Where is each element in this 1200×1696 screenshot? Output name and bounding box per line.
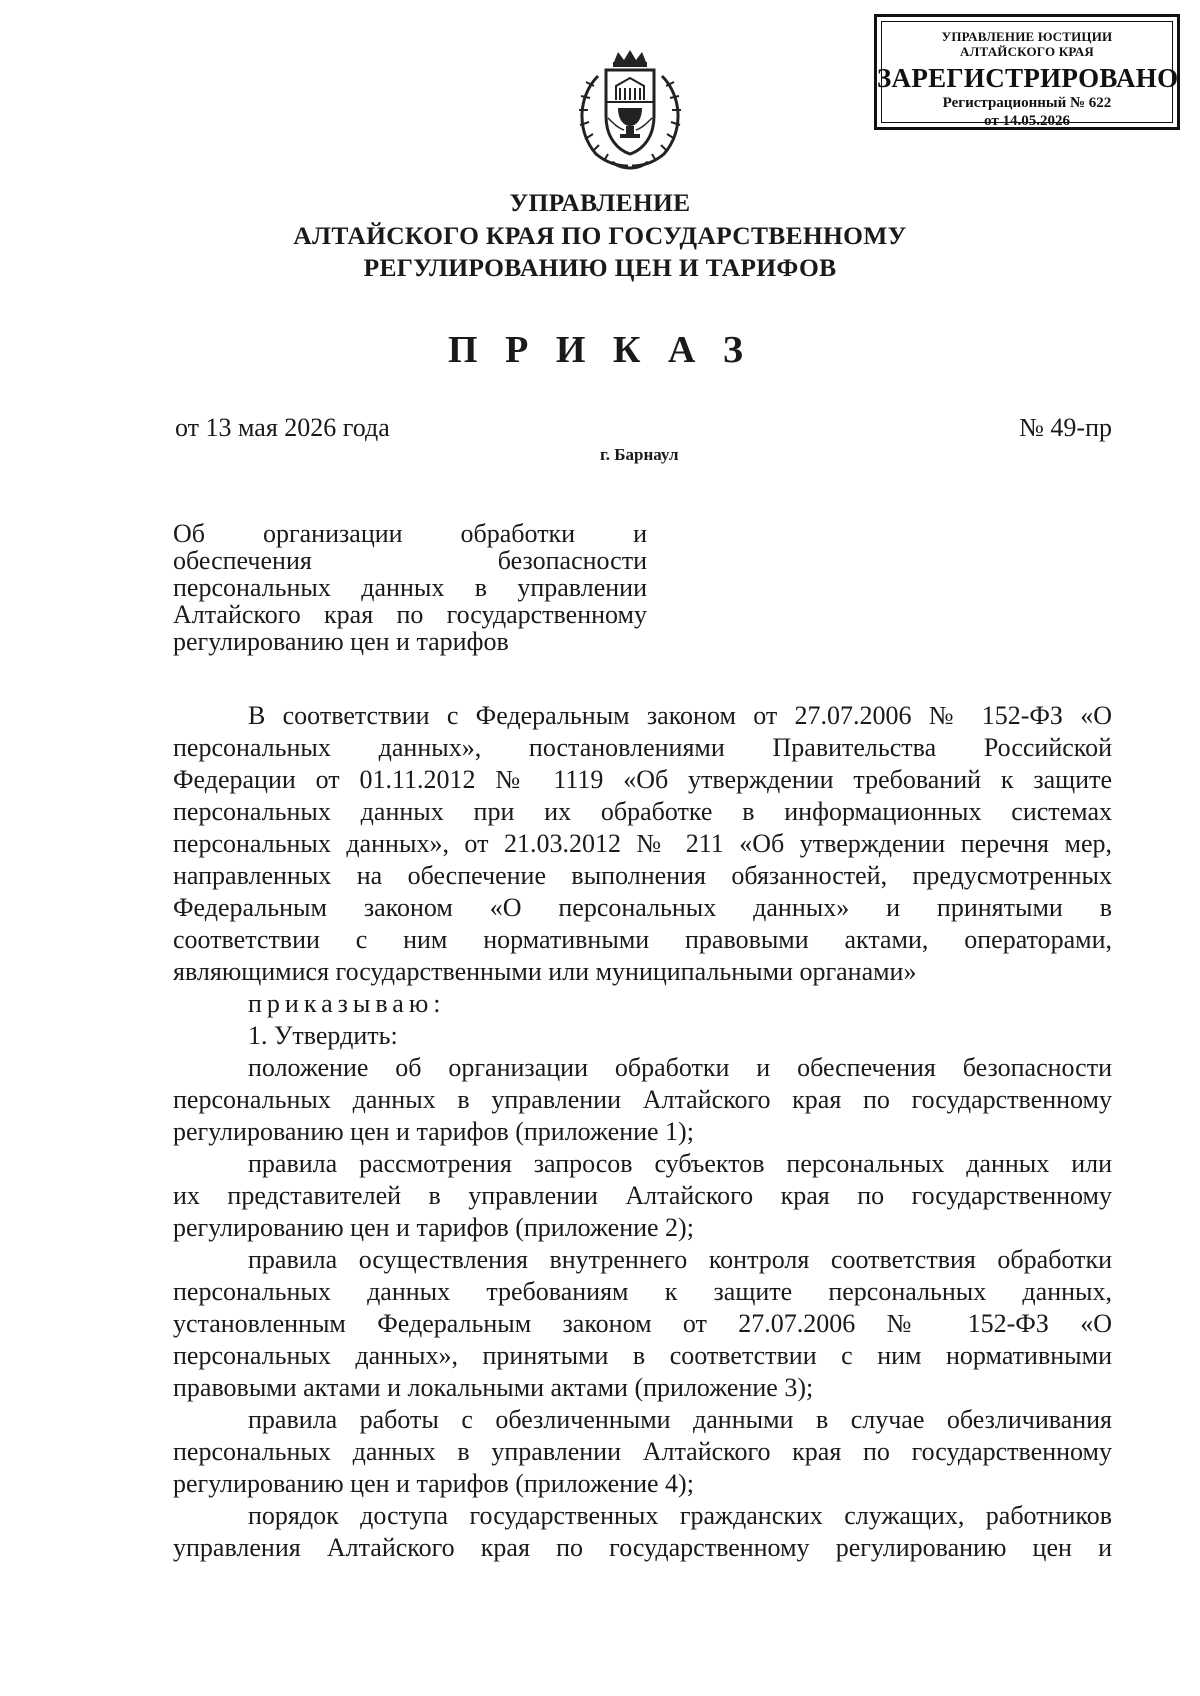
- preamble-line: являющимися государственными или муниципальными органами»: [173, 957, 917, 986]
- header-line2: АЛТАЙСКОГО КРАЯ ПО ГОСУДАРСТВЕННОМУ: [293, 221, 907, 250]
- order-word: приказываю:: [248, 989, 446, 1018]
- paragraph-line: правила работы с обезличенными данными в случае обезличивания: [248, 1405, 1112, 1434]
- stamp-org-line1: УПРАВЛЕНИЕ ЮСТИЦИИ: [941, 29, 1113, 44]
- stamp-org-line2: АЛТАЙСКОГО КРАЯ: [960, 44, 1094, 59]
- order-number: № 49-пр: [1019, 413, 1112, 442]
- item-1-heading: 1. Утвердить:: [248, 1021, 398, 1050]
- paragraph-line: их представителей в управлении Алтайского края по государственному: [173, 1181, 1112, 1210]
- preamble-line: персональных данных», постановлениями Правительства Российской: [173, 733, 1112, 762]
- paragraph-line: управления Алтайского края по государственному регулированию цен и: [173, 1533, 1112, 1562]
- paragraph-line: персональных данных», принятыми в соответствии с ним нормативными: [173, 1341, 1112, 1370]
- subject-line: Об организации обработки и: [173, 519, 647, 548]
- preamble-line: персональных данных при их обработке в информационных системах: [173, 797, 1112, 826]
- order-subject: [173, 520, 647, 655]
- preamble-line: Федеральным законом «О персональных данных» и принятыми в: [173, 893, 1112, 922]
- subject-line: обеспечения безопасности: [173, 546, 647, 575]
- subject-line: Алтайского края по государственному: [173, 600, 647, 629]
- stamp-reg-date: от 14.05.2026: [984, 113, 1070, 129]
- paragraph-line: регулированию цен и тарифов (приложение 4);: [173, 1469, 694, 1498]
- paragraph-line: правила осуществления внутреннего контроля соответствия обработки: [248, 1245, 1112, 1274]
- registration-stamp: [874, 14, 1180, 130]
- subject-line: регулированию цен и тарифов: [173, 627, 509, 656]
- order-place: г. Барнаул: [600, 445, 679, 464]
- order-body: [173, 700, 1112, 1564]
- paragraph-line: регулированию цен и тарифов (приложение 2);: [173, 1213, 694, 1242]
- preamble-line: персональных данных», от 21.03.2012 № 211 «Об утверждении перечня мер,: [173, 829, 1112, 858]
- preamble-line: направленных на обеспечение выполнения обязанностей, предусмотренных: [173, 861, 1112, 890]
- paragraph-line: порядок доступа государственных гражданских служащих, работников: [248, 1501, 1112, 1530]
- header-line3: РЕГУЛИРОВАНИЮ ЦЕН И ТАРИФОВ: [363, 253, 837, 282]
- preamble-line: соответствии с ним нормативными правовыми актами, операторами,: [173, 925, 1112, 954]
- paragraph-line: правила рассмотрения запросов субъектов персональных данных или: [248, 1149, 1112, 1178]
- paragraph-line: персональных данных требованиям к защите персональных данных,: [173, 1277, 1112, 1306]
- subject-line: персональных данных в управлении: [173, 573, 647, 602]
- preamble-line: Федерации от 01.11.2012 № 1119 «Об утверждении требований к защите: [173, 765, 1112, 794]
- paragraph-line: положение об организации обработки и обеспечения безопасности: [248, 1053, 1112, 1082]
- preamble-line: В соответствии с Федеральным законом от 27.07.2006 № 152-ФЗ «О: [248, 701, 1112, 730]
- document-type-title: П Р И К А З: [448, 329, 752, 371]
- paragraph-line: персональных данных в управлении Алтайского края по государственному: [173, 1437, 1112, 1466]
- stamp-registered: ЗАРЕГИСТРИРОВАНО: [877, 63, 1179, 93]
- altai-krai-coat-of-arms-icon: [568, 46, 692, 172]
- stamp-reg-number: Регистрационный № 622: [942, 95, 1112, 111]
- paragraph-line: установленным Федеральным законом от 27.07.2006 № 152-ФЗ «О: [173, 1309, 1112, 1338]
- paragraph-line: правовыми актами и локальными актами (приложение 3);: [173, 1373, 814, 1402]
- paragraph-line: персональных данных в управлении Алтайского края по государственному: [173, 1085, 1112, 1114]
- order-date: от 13 мая 2026 года: [175, 413, 390, 442]
- header-line1: УПРАВЛЕНИЕ: [509, 188, 691, 217]
- paragraph-line: регулированию цен и тарифов (приложение 1);: [173, 1117, 694, 1146]
